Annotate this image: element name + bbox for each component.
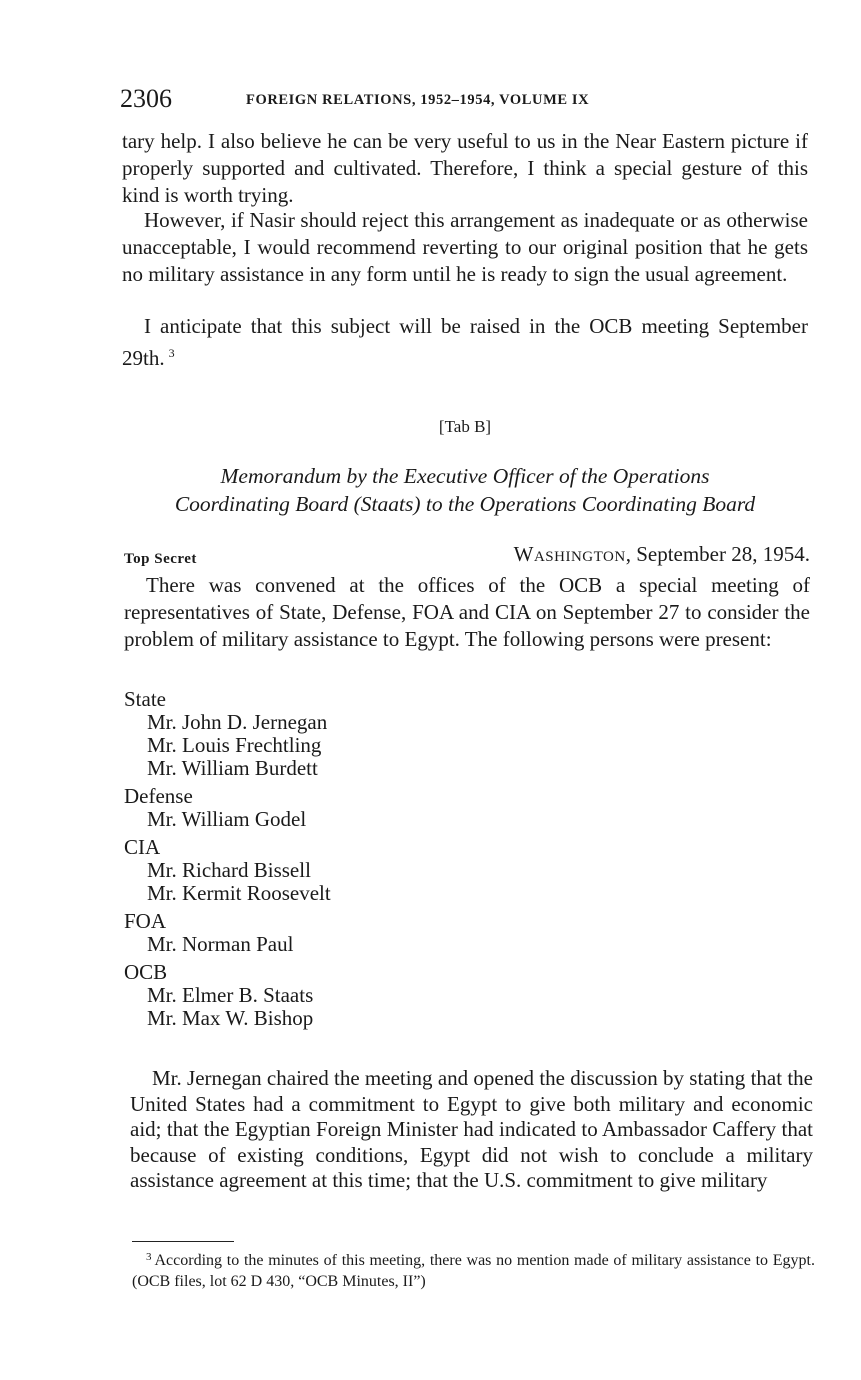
tab-label: [Tab B] (438, 417, 492, 436)
attendee-name: Mr. Elmer B. Staats (147, 983, 314, 1007)
paragraph-nasir-rejection: However, if Nasir should reject this arrangement as inadequate or as otherwise unacceptable, I would recommend reverting to our original position that he gets no military assistance in any form until he is ready to sign the usual agreement. (122, 208, 808, 286)
dateline (514, 542, 810, 567)
memo-intro-paragraph: There was convened at the offices of the OCB a special meeting of representatives of State, Defense, FOA and CIA on September 27 to consider the problem of military assistance to Egypt. The following persons were present: (124, 573, 810, 651)
agency-group (124, 785, 331, 831)
page-number: 2306 (120, 84, 172, 113)
attendee-name: Mr. William Godel (147, 807, 307, 831)
attendee-name: Mr. John D. Jernegan (147, 710, 328, 734)
attendee-name: Mr. Kermit Roosevelt (147, 881, 331, 905)
footnote-divider (132, 1241, 234, 1242)
paragraph-continued: tary help. I also believe he can be very useful to us in the Near Eastern picture if properly supported and cultivated. Therefore, I think a special gesture of this kind is worth trying. (122, 129, 808, 207)
agency-name: CIA (124, 835, 161, 859)
dateline-place: Washington (513, 542, 626, 566)
footnote (132, 1247, 815, 1292)
dateline-date: , September 28, 1954. (625, 542, 810, 566)
agency-name: State (124, 687, 166, 711)
attendee-list (124, 688, 331, 1030)
agency-group (124, 688, 331, 780)
footnote-reference[interactable]: 3 (168, 346, 175, 360)
attendee-name: Mr. Louis Frechtling (147, 733, 322, 757)
agency-name: FOA (124, 909, 167, 933)
paragraph-ocb-meeting (122, 313, 808, 372)
running-head: FOREIGN RELATIONS, 1952–1954, VOLUME IX (246, 92, 590, 108)
paragraph-ocb-meeting-text: I anticipate that this subject will be raised in the OCB meeting September 29th. (122, 314, 808, 370)
memo-title-line-1: Memorandum by the Executive Officer of the Operations (220, 464, 710, 488)
attendee-name: Mr. Max W. Bishop (147, 1006, 314, 1030)
agency-group (124, 836, 331, 905)
attendee-name: Mr. Norman Paul (147, 932, 294, 956)
classification-marking: Top Secret (124, 551, 197, 567)
page-header (120, 84, 810, 118)
attendee-name: Mr. William Burdett (147, 756, 318, 780)
agency-name: OCB (124, 960, 168, 984)
closing-paragraph: Mr. Jernegan chaired the meeting and opened the discussion by stating that the United States had a commitment to Egypt to give both military and economic aid; that the Egyptian Foreign Minister had indicated to Ambassador Caffery that because of existing conditions, Egypt did not wish to conclude a military assistance agreement at this time; that the U.S. commitment to give military (130, 1066, 813, 1192)
memo-title-line-2: Coordinating Board (Staats) to the Operations Coordinating Board (174, 492, 756, 516)
footnote-text: According to the minutes of this meeting, there was no mention made of military assistance to Egypt. (OCB files, lot 62 D 430, “OCB Minutes, II”) (132, 1252, 815, 1290)
memo-title (125, 462, 805, 518)
attendee-name: Mr. Richard Bissell (147, 858, 311, 882)
footnote-mark: 3 (146, 1251, 152, 1263)
agency-group (124, 910, 331, 956)
agency-group (124, 961, 331, 1030)
agency-name: Defense (124, 784, 193, 808)
